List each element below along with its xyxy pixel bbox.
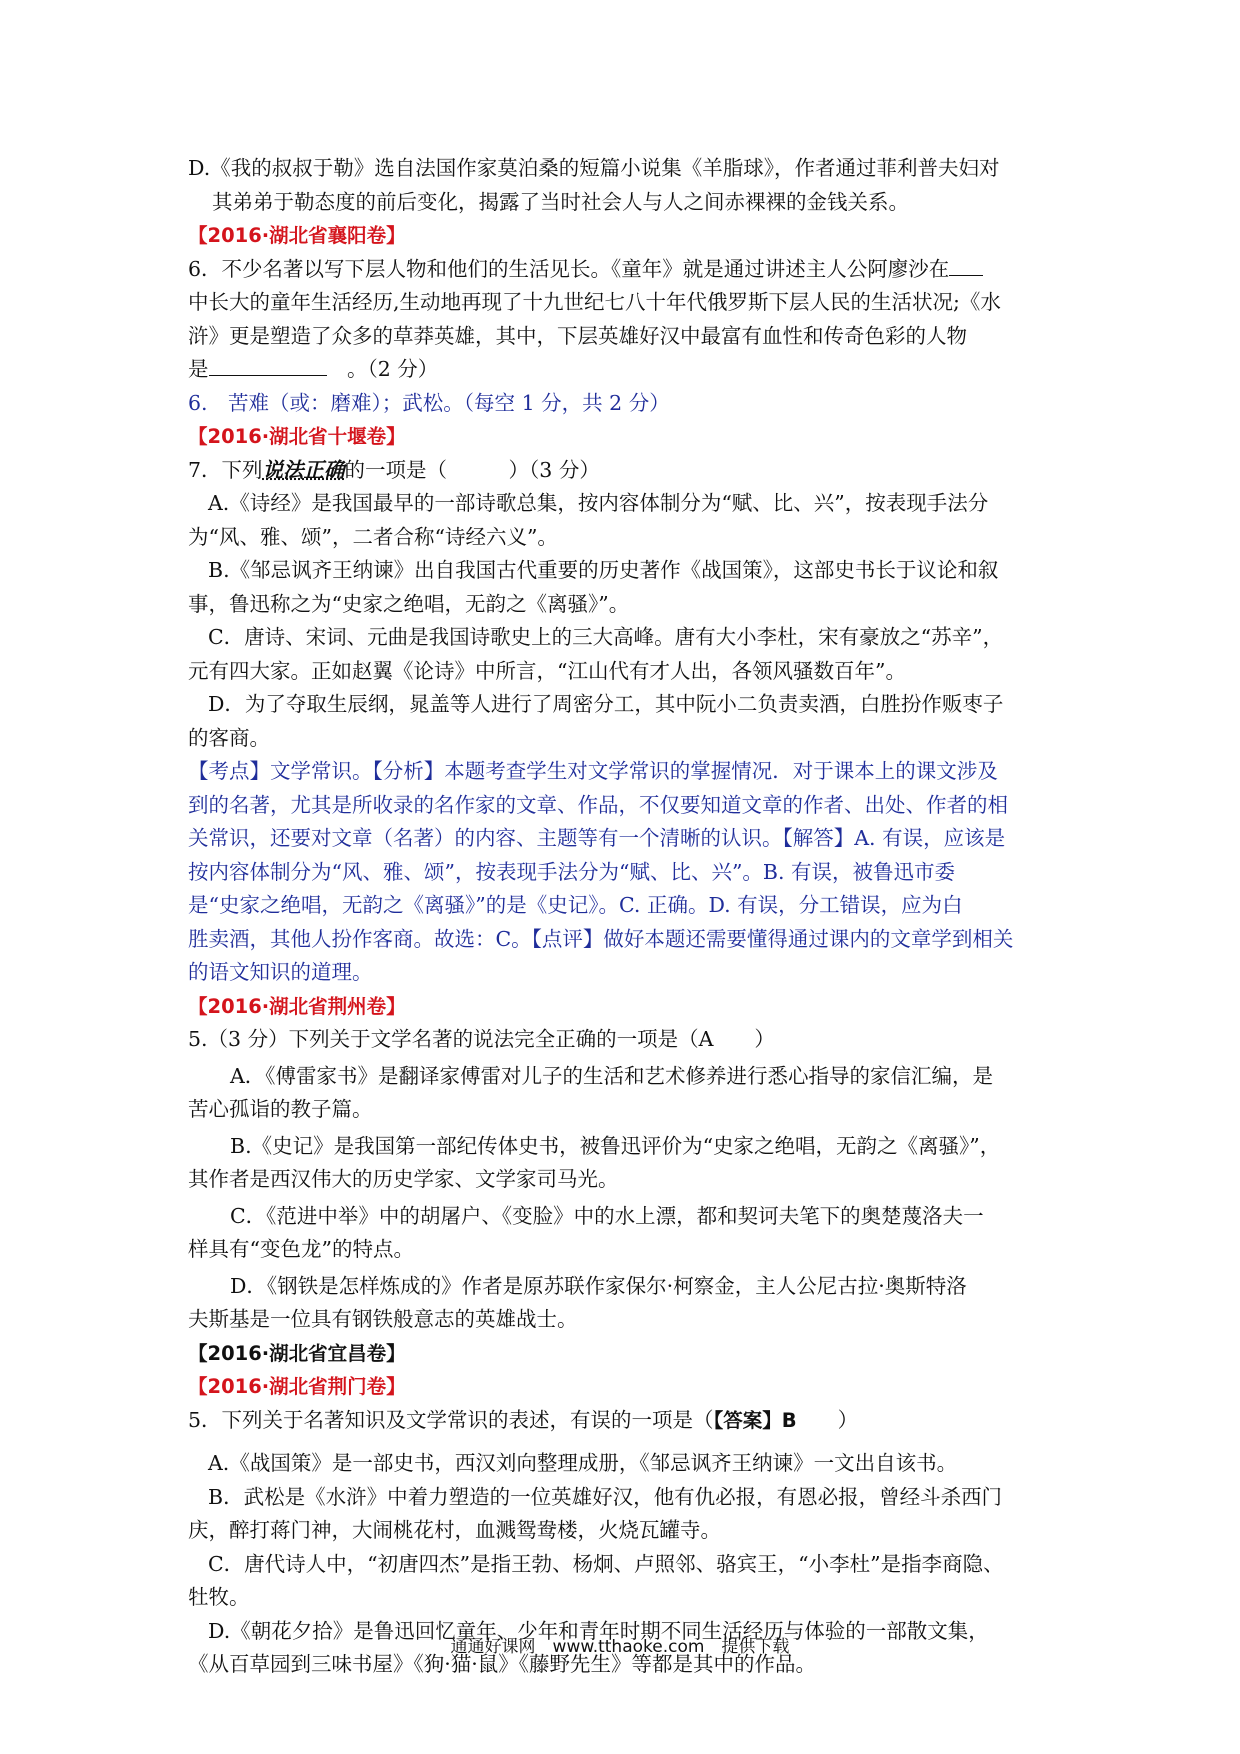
source-heading-xiangyang: 【2016·湖北省襄阳卷】 [188, 224, 406, 247]
emphasis-text: 说法正确 [262, 457, 345, 482]
question-5-jingmen-stem: 5．下列关于名著知识及文学常识的表述，有误的一项是（【答案】B ） [188, 1407, 859, 1432]
question-5-jingzhou-option-d-2: 夫斯基是一位具有钢铁般意志的英雄战士。 [188, 1307, 578, 1331]
question-7-analysis-5: 是“史家之绝唱，无韵之《离骚》”的是《史记》。C. 正确。D. 有误，分工错误，应为白 [188, 893, 963, 917]
question-7-stem: 7．下列说法正确的一项是（ ）（3 分） [188, 457, 600, 482]
source-heading-shiyan: 【2016·湖北省十堰卷】 [188, 425, 406, 448]
question-5-jingzhou-option-a-2: 苦心孤诣的教子篇。 [188, 1097, 373, 1121]
question-7-option-b-1: B.《邹忌讽齐王纳谏》出自我国古代重要的历史著作《战国策》，这部史书长于议论和叙 [208, 558, 999, 582]
question-7-analysis-3: 关常识，还要对文章（名著）的内容、主题等有一个清晰的认识。【解答】A. 有误，应该是 [188, 826, 1006, 850]
question-7-option-a-1: A.《诗经》是我国最早的一部诗歌总集，按内容体制分为“赋、比、兴”，按表现手法分 [208, 491, 989, 515]
question-5-jingzhou-option-d-1: D．《钢铁是怎样炼成的》作者是原苏联作家保尔·柯察金，主人公尼古拉·奥斯特洛 [230, 1273, 967, 1298]
answer-tag: 【答案】B [713, 1408, 797, 1432]
page-footer: 通通好课网 www.tthaoke.com 提供下载 [450, 1637, 790, 1657]
question-5-jingzhou-option-b-2: 其作者是西汉伟大的历史学家、文学家司马光。 [188, 1167, 619, 1191]
source-heading-jingmen: 【2016·湖北省荆门卷】 [188, 1375, 406, 1398]
source-heading-yichang: 【2016·湖北省宜昌卷】 [188, 1341, 406, 1365]
source-heading-jingzhou: 【2016·湖北省荆州卷】 [188, 994, 406, 1018]
question-7-option-d-1: D．为了夺取生辰纲，晁盖等人进行了周密分工，其中阮小二负责卖酒，白胜扮作贩枣子 [208, 692, 1004, 716]
question-7-option-d-2: 的客商。 [188, 725, 270, 750]
question-6-line-3: 浒》更是塑造了众多的草莽英雄，其中，下层英雄好汉中最富有血性和传奇色彩的人物 [188, 323, 967, 348]
document-body [188, 152, 1060, 1682]
question-7-option-a-2: 为“风、雅、颂”，二者合称“诗经六义”。 [188, 524, 558, 549]
question-5-jingmen-option-a-1: A.《战国策》是一部史书，西汉刘向整理成册，《邹忌讽齐王纳谏》一文出自该书。 [208, 1451, 958, 1475]
question-7-option-c-1: C．唐诗、宋词、元曲是我国诗歌史上的三大高峰。唐有大小李杜，宋有豪放之“苏辛”， [208, 625, 1004, 649]
fill-blank-1 [949, 255, 983, 276]
question-7-analysis-1: 【考点】文学常识。【分析】本题考查学生对文学常识的掌握情况．对于课本上的课文涉及 [188, 759, 998, 783]
question-5-jingmen-option-c-1: C．唐代诗人中，“初唐四杰”是指王勃、杨炯、卢照邻、骆宾王，“小李杜”是指李商隐、 [208, 1551, 1004, 1576]
question-7-analysis-7: 的语文知识的道理。 [188, 960, 373, 984]
option-d-line-1: D.《我的叔叔于勒》选自法国作家莫泊桑的短篇小说集《羊脂球》，作者通过菲利普夫妇对 [188, 156, 1000, 180]
question-7-option-c-2: 元有四大家。正如赵翼《论诗》中所言，“江山代有才人出，各领风骚数百年”。 [188, 658, 906, 683]
spacer [188, 1437, 1060, 1447]
question-6-answer: 6. 苦难（或：磨难）；武松。（每空 1 分，共 2 分） [188, 390, 670, 415]
fill-blank-2 [209, 355, 327, 376]
question-5-jingmen-option-b-1: B．武松是《水浒》中着力塑造的一位英雄好汉，他有仇必报，有恩必报，曾经斗杀西门 [208, 1484, 1003, 1509]
question-7-analysis-2: 到的名著，尤其是所收录的名作家的文章、作品，不仅要知道文章的作者、出处、作者的相 [188, 792, 1008, 817]
question-6-line-2: 中长大的童年生活经历,生动地再现了十九世纪七八十年代俄罗斯下层人民的生活状况;《水 [188, 290, 1001, 314]
question-5-jingzhou-option-a-1: A．《傅雷家书》是翻译家傅雷对儿子的生活和艺术修养进行悉心指导的家信汇编，是 [230, 1063, 994, 1088]
question-5-jingmen-option-c-2: 牡牧。 [188, 1585, 250, 1609]
question-7-option-b-2: 事，鲁迅称之为“史家之绝唱，无韵之《离骚》”。 [188, 591, 630, 616]
question-7-analysis-4: 按内容体制分为“风、雅、颂”，按表现手法分为“赋、比、兴”。B. 有误，被鲁迅市委 [188, 859, 956, 884]
question-6-line-1: 6．不少名著以写下层人物和他们的生活见长。《童年》就是通过讲述主人公阿廖沙在 [188, 253, 1060, 287]
question-5-jingmen-option-b-2: 庆，醉打蒋门神，大闹桃花村，血溅鸳鸯楼，火烧瓦罐寺。 [188, 1518, 721, 1542]
question-5-jingzhou-option-c-2: 样具有“变色龙”的特点。 [188, 1237, 414, 1261]
question-5-jingzhou-stem: 5.（3 分）下列关于文学名著的说法完全正确的一项是（A ） [188, 1027, 775, 1051]
question-5-jingzhou-option-c-1: C．《范进中举》中的胡屠户、《变脸》中的水上漂，都和契诃夫笔下的奥楚蔑洛夫一 [230, 1203, 984, 1228]
question-7-analysis-6: 胜卖酒，其他人扮作客商。故选：C。【点评】做好本题还需要懂得通过课内的文章学到相关 [188, 926, 1014, 951]
option-d-line-2: 其弟弟于勒态度的前后变化，揭露了当时社会人与人之间赤裸裸的金钱关系。 [212, 189, 909, 214]
question-5-jingzhou-option-b-1: B.《史记》是我国第一部纪传体史书，被鲁迅评价为“史家之绝唱，无韵之《离骚》”， [230, 1133, 1001, 1158]
question-5-jingmen-option-d-1: D.《朝花夕拾》是鲁迅回忆童年、少年和青年时期不同生活经历与体验的一部散文集， [208, 1618, 989, 1643]
question-6-line-4: 是 。（2 分） [188, 357, 439, 381]
question-5-jingmen-option-d-2: 《从百草园到三味书屋》《狗·猫·鼠》《藤野先生》等都是其中的作品。 [188, 1652, 817, 1676]
